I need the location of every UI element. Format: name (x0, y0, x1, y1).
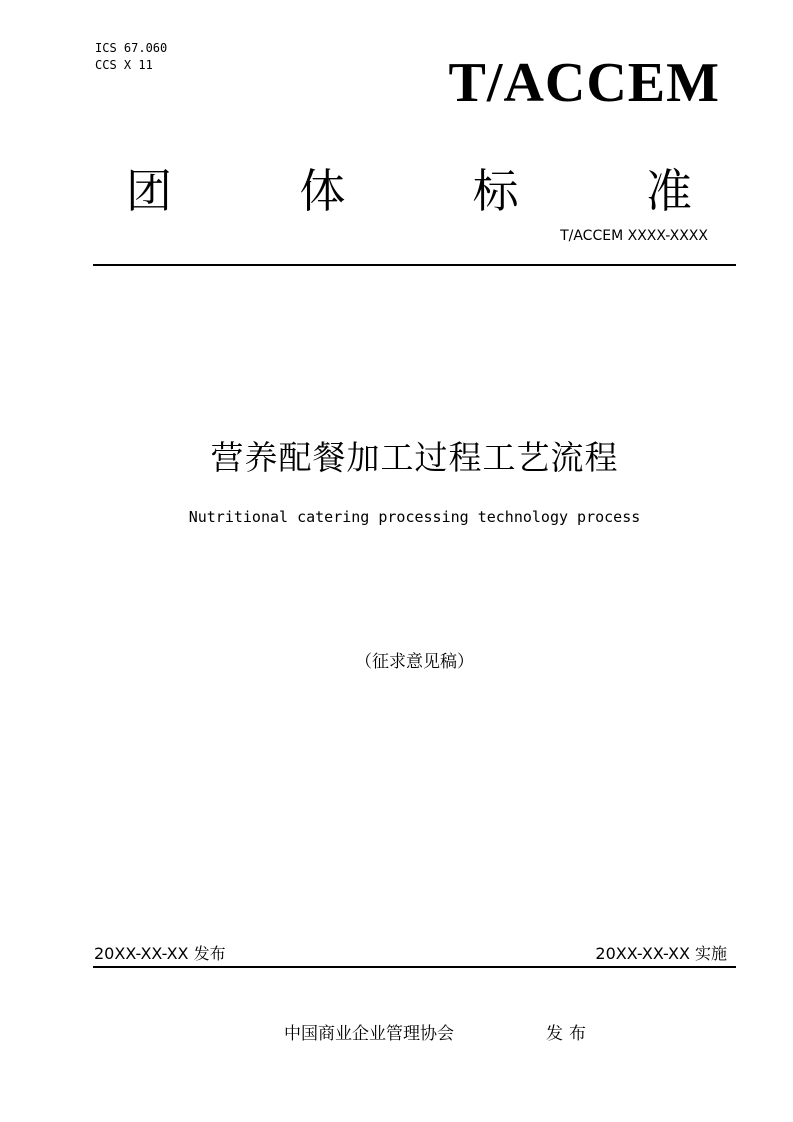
organization-code: T/ACCEM (448, 52, 720, 114)
publish-label: 发布 (546, 1024, 592, 1044)
issue-date: 20XX-XX-XX 发布 (94, 944, 226, 963)
standard-type (126, 160, 692, 222)
ccs-code: CCS X 11 (95, 58, 153, 72)
document-title-chinese: 营养配餐加工过程工艺流程 (210, 438, 619, 477)
top-divider (93, 264, 736, 266)
publisher-name: 中国商业企业管理协会 (284, 1024, 454, 1044)
standard-type-char: 体 (299, 164, 346, 218)
document-title-english: Nutritional catering processing technology process (188, 508, 641, 526)
ics-code: ICS 67.060 (95, 41, 168, 55)
draft-status: （征求意见稿） (355, 652, 474, 672)
implementation-date: 20XX-XX-XX 实施 (595, 944, 727, 963)
bottom-divider (93, 966, 736, 968)
standard-number: T/ACCEM XXXX-XXXX (560, 228, 708, 244)
standard-type-char: 标 (472, 164, 519, 218)
standard-type-char: 准 (645, 164, 692, 218)
standard-type-char: 团 (126, 164, 172, 218)
